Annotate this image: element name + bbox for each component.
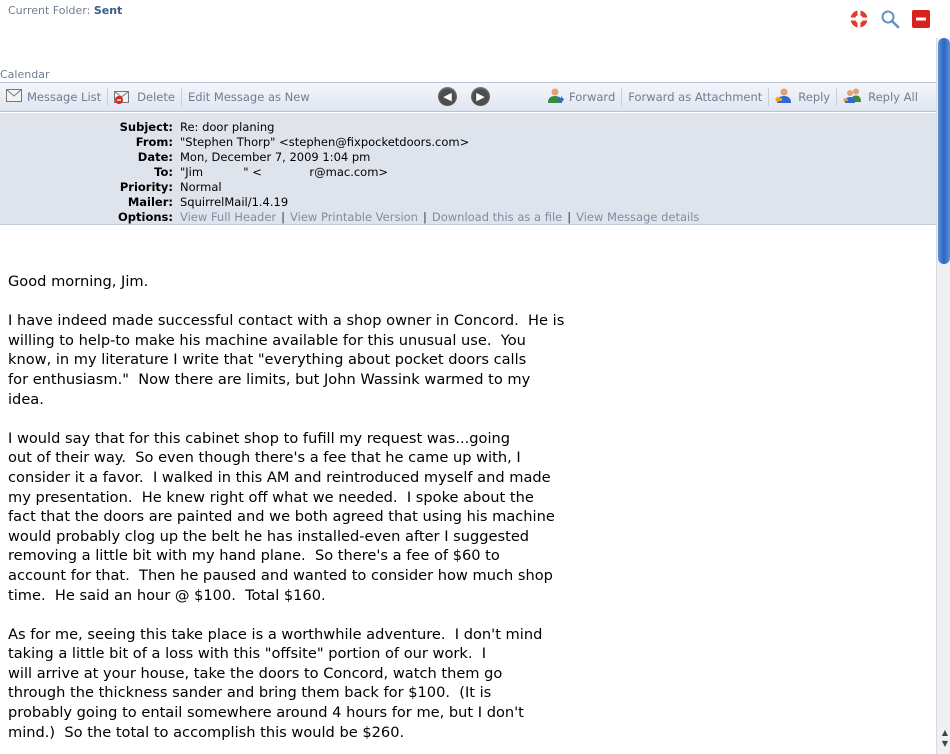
message-toolbar	[0, 82, 936, 112]
message-list-label: Message List	[27, 90, 102, 104]
mailer-label: Mailer:	[127, 195, 173, 209]
delete-mail-icon	[114, 88, 132, 107]
reply-all-button[interactable]	[837, 83, 924, 111]
scroll-up-icon[interactable]: ▲	[941, 728, 948, 737]
view-full-header-link[interactable]: View Full Header	[180, 210, 277, 224]
calendar-link[interactable]: Calendar	[0, 68, 50, 81]
forward-attachment-button[interactable]	[622, 83, 768, 111]
download-file-link[interactable]: Download this as a file	[431, 210, 563, 224]
top-icons	[848, 8, 932, 30]
options-divider: |	[422, 210, 427, 224]
current-folder-name: Sent	[93, 4, 123, 17]
header-subject	[0, 120, 274, 135]
reply-all-label: Reply All	[868, 90, 918, 104]
options-divider: |	[567, 210, 572, 224]
message-headers	[0, 113, 936, 225]
options-links	[180, 210, 699, 225]
to-label: To:	[154, 165, 173, 179]
header-priority	[0, 180, 222, 195]
subject-label: Subject:	[119, 120, 173, 134]
scrollbar-thumb[interactable]	[938, 38, 950, 264]
date-label: Date:	[137, 150, 173, 164]
subject-value: Re: door planing	[180, 120, 275, 134]
arrow-left-icon[interactable]: ◀	[438, 87, 457, 106]
arrow-right-icon[interactable]: ▶	[471, 87, 490, 106]
view-message-details-link[interactable]: View Message details	[576, 210, 700, 224]
delete-label: Delete	[137, 90, 175, 104]
header-options	[0, 210, 699, 225]
mailer-value: SquirrelMail/1.4.19	[180, 195, 289, 209]
magnifier-icon[interactable]	[879, 8, 901, 30]
options-divider: |	[281, 210, 286, 224]
header-date	[0, 150, 370, 165]
minus-icon[interactable]	[910, 8, 932, 30]
scrollbar-arrows	[942, 728, 948, 748]
view-printable-version-link[interactable]: View Printable Version	[290, 210, 418, 224]
forward-label: Forward	[569, 90, 616, 104]
header-from	[0, 135, 469, 150]
date-value: Mon, December 7, 2009 1:04 pm	[180, 150, 371, 164]
options-label: Options:	[118, 210, 173, 224]
delete-button[interactable]	[108, 83, 181, 111]
message-navigation	[438, 87, 490, 106]
header-mailer	[0, 195, 288, 210]
from-value: "Stephen Thorp" <stephen@fixpocketdoors.com>	[180, 135, 470, 149]
envelope-icon	[6, 89, 22, 105]
current-folder-label: Current Folder:	[8, 4, 91, 17]
vertical-scrollbar[interactable]	[936, 38, 950, 754]
message-list-button[interactable]	[0, 83, 107, 111]
lifebuoy-icon[interactable]	[848, 8, 870, 30]
forward-attachment-label: Forward as Attachment	[628, 90, 763, 104]
forward-button[interactable]	[540, 83, 621, 111]
priority-value: Normal	[180, 180, 222, 194]
person-forward-icon	[546, 87, 564, 107]
to-value: "Jim " < r@mac.com>	[180, 165, 389, 179]
reply-label: Reply	[798, 90, 831, 104]
people-reply-icon	[843, 87, 863, 107]
current-folder	[8, 4, 122, 17]
priority-label: Priority:	[119, 180, 173, 194]
message-actions	[540, 83, 924, 111]
from-label: From:	[135, 135, 173, 149]
scroll-down-icon[interactable]: ▼	[941, 739, 948, 748]
message-body: Good morning, Jim. I have indeed made successful contact with a shop owner in Concord. He is willing to help-to make his machine available for this unusual use. You know, in my literature I write that "everything about pocket doors calls for enthusiasm." Now there are limits, but John Wassink warmed to my idea. I would say that for this cabinet shop to fufill my request was...going out of their way. So even though there's a fee that he came up with, I consider it a favor. I walked in this AM and reintroduced myself and made my presentation. He knew right off what we needed. I spoke about the fact that the doors are painted and we both agreed that using his machine would probably clog up the belt he has installed-even after I suggested removing a little bit with my hand plane. So there's a fee of $60 to account for that. Then he paused and wanted to consider how much shop time. He said an hour @ $100. Total $160. As for me, seeing this take place is a worthwhile adventure. I don't mind taking a little bit of a loss with this "offsite" portion of our work. I will arrive at your house, take the doors to Concord, watch them go through the thickness sander and bring them back for $100. (It is probably going to entail somewhere around 4 hours for me, but I don't mind.) So the total to accomplish this would be $260.	[8, 273, 565, 741]
person-reply-icon	[775, 87, 793, 107]
header-to	[0, 165, 388, 180]
reply-button[interactable]	[769, 83, 836, 111]
edit-as-new-button[interactable]	[182, 83, 316, 111]
edit-as-new-label: Edit Message as New	[187, 90, 310, 104]
